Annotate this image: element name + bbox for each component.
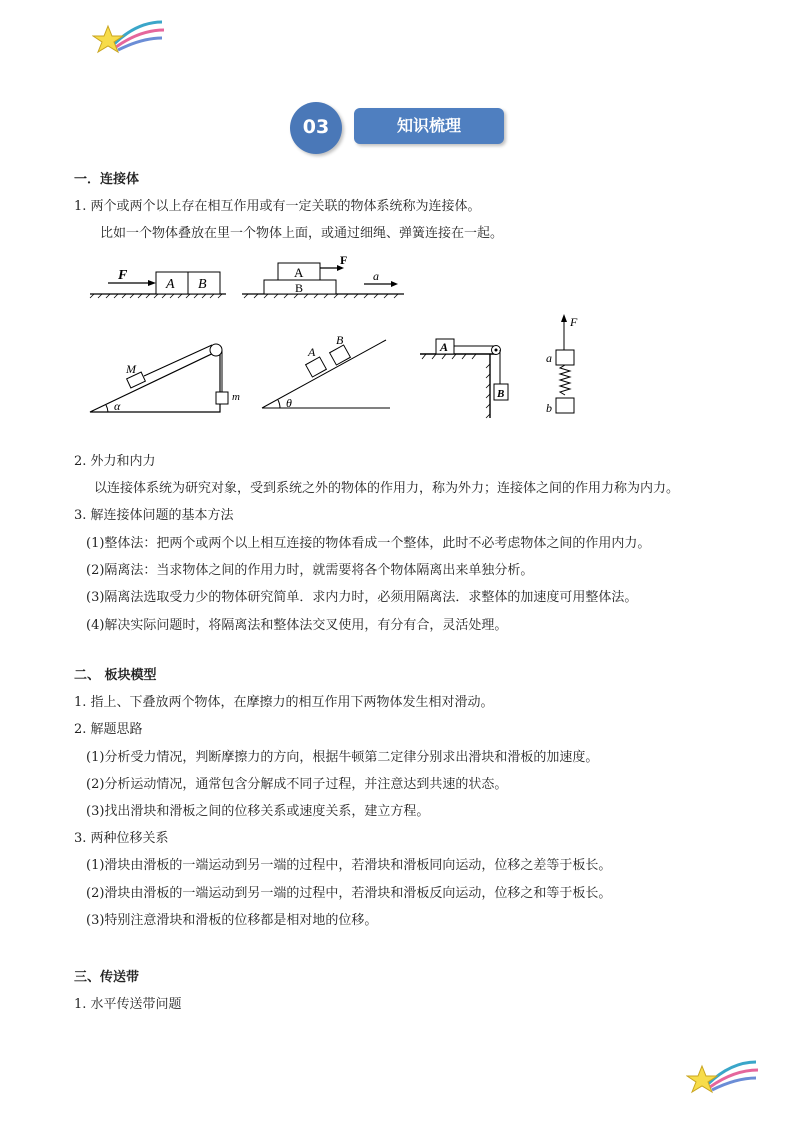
s1-p1b: 比如一个物体叠放在里一个物体上面，或通过细绳、弹簧连接在一起。 [100,226,504,241]
figure-table-pulley [418,334,518,420]
s1-p1: 1. 两个或两个以上存在相互作用或有一定关联的物体系统称为连接体。 [74,199,481,214]
s1-method-3: (3)隔离法选取受力少的物体研究简单．求内力时，必须用隔离法．求整体的加速度可用整体法。 [86,590,638,605]
f4-block-b: B [336,333,344,347]
figure-stacked-blocks [240,250,406,302]
s1-p2b: 以连接体系统为研究对象，受到系统之外的物体的作用力，称为外力；连接体之间的作用力称为内力。 [94,481,680,496]
section-2-title: 二、 板块模型 [74,668,157,683]
f6-bottom-label: b [546,401,552,415]
figure-incline-two-blocks [260,330,392,412]
s2-approach-1: (1)分析受力情况，判断摩擦力的方向，根据牛顿第二定律分别求出滑块和滑板的加速度。 [86,750,599,765]
shooting-star-icon-top [92,14,172,60]
s1-method-1: (1)整体法：把两个或两个以上相互连接的物体看成一个整体，此时不必考虑物体之间的作用内力。 [86,536,651,551]
f2-force: F [340,253,348,267]
f2-accel: a [373,269,379,283]
f5-block-a: A [440,340,449,354]
section-title-badge: 知识梳理 [354,108,504,144]
f4-block-a: A [308,345,316,359]
section-3-title: 三、传送带 [74,970,140,985]
s1-p3: 3. 解连接体问题的基本方法 [74,508,234,523]
f1-block-a: A [166,277,175,292]
s2-p2: 2. 解题思路 [74,722,143,737]
figure-spring-blocks [540,310,590,422]
s2-p3: 3. 两种位移关系 [74,831,169,846]
figure-incline-pulley [86,334,256,416]
s1-method-2: (2)隔离法：当求物体之间的作用力时，就需要将各个物体隔离出来单独分析。 [86,563,534,578]
s2-relation-1: (1)滑块由滑板的一端运动到另一端的过程中，若滑块和滑板同向运动，位移之差等于板长。 [86,858,612,873]
f3-angle: α [114,399,121,413]
section-1-title: 一．连接体 [74,172,140,187]
f3-mass-small: m [232,391,240,403]
s3-p1: 1. 水平传送带问题 [74,997,182,1012]
f6-top-label: a [546,351,552,365]
s2-relation-2: (2)滑块由滑板的一端运动到另一端的过程中，若滑块和滑板反向运动，位移之和等于板长。 [86,886,612,901]
f4-angle: θ [286,396,292,410]
f1-block-b: B [198,277,207,292]
f2-block-a: A [294,265,304,280]
f1-force-label: F [118,268,128,283]
f2-block-b: B [295,281,304,295]
figure-push-blocks [88,262,228,302]
s2-p1: 1. 指上、下叠放两个物体，在摩擦力的相互作用下两物体发生相对滑动。 [74,695,494,710]
shooting-star-icon-bottom [686,1054,766,1100]
s2-approach-2: (2)分析运动情况，通常包含分解成不同子过程，并注意达到共速的状态。 [86,777,508,792]
section-number-badge: 03 [290,102,342,154]
s2-relation-3: (3)特别注意滑块和滑板的位移都是相对地的位移。 [86,913,378,928]
f3-mass-big: M [126,362,136,376]
s1-method-4: (4)解决实际问题时，将隔离法和整体法交叉使用，有分有合，灵活处理。 [86,618,508,633]
f5-block-b: B [497,388,505,400]
f6-force: F [570,315,578,329]
s2-approach-3: (3)找出滑块和滑板之间的位移关系或速度关系，建立方程。 [86,804,430,819]
s1-p2: 2. 外力和内力 [74,454,156,469]
